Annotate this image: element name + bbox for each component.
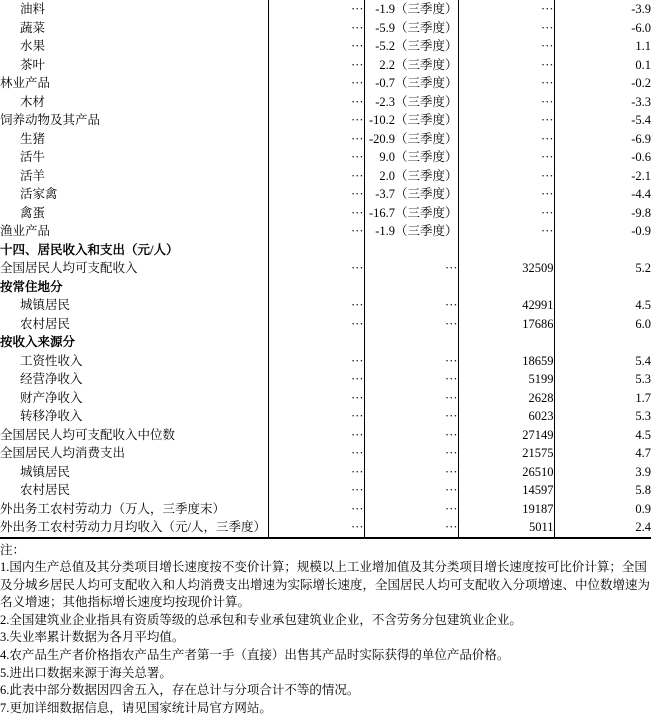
row-value: ··· (268, 389, 364, 408)
row-label: 城镇居民 (20, 298, 71, 312)
table-row (0, 185, 651, 204)
row-value: ··· (268, 111, 364, 130)
row-label: 经营净收入 (20, 372, 83, 386)
row-value: ··· (364, 407, 458, 426)
row-label: 蔬菜 (20, 20, 46, 35)
row-value: 5.3 (554, 407, 651, 426)
row-value (268, 333, 364, 352)
table-row (0, 444, 651, 463)
row-value (458, 333, 554, 352)
row-label: 全国居民人均消费支出 (0, 446, 126, 460)
row-value: -3.9 (554, 0, 651, 19)
note-line: 2.全国建筑业企业指具有资质等级的总承包和专业承包建筑业企业，不含劳务分包建筑业企业。 (0, 612, 522, 627)
table-row (0, 241, 651, 260)
table-row (0, 148, 651, 167)
row-value: 0.1 (554, 56, 651, 75)
table-row (0, 222, 651, 241)
row-value: ··· (364, 426, 458, 445)
row-value: -0.2 (554, 74, 651, 93)
row-value: ··· (268, 222, 364, 241)
row-value: ··· (268, 93, 364, 112)
row-label: 油料 (20, 2, 46, 16)
row-value: -16.7（三季度） (364, 204, 458, 223)
table-row (0, 500, 651, 519)
row-value: 21575 (458, 444, 554, 463)
row-value: ··· (268, 167, 364, 186)
row-value: -6.9 (554, 130, 651, 149)
row-label: 转移净收入 (20, 409, 83, 423)
row-value: ··· (458, 37, 554, 56)
row-value: ··· (364, 296, 458, 315)
row-label: 活家禽 (20, 187, 58, 201)
row-label: 外出务工农村劳动力月均收入（元/人，三季度） (0, 520, 266, 534)
table-row (0, 0, 651, 19)
row-value: -5.4 (554, 111, 651, 130)
table-row (0, 56, 651, 75)
row-value: ··· (458, 204, 554, 223)
row-label: 渔业产品 (0, 224, 51, 238)
row-value: ··· (268, 148, 364, 167)
table-row (0, 93, 651, 112)
row-value: -9.8 (554, 204, 651, 223)
row-value: -10.2（三季度） (364, 111, 458, 130)
row-value: 4.7 (554, 444, 651, 463)
note-line: 1.国内生产总值及其分类项目增长速度按不变价计算；规模以上工业增加值及其分类项目增长速度按可比价计算；全国及分城乡居民人均可支配收入和人均消费支出增速为实际增长速度，全国居民人均可支配收入分项增速、中位数增速为名义增速；其他指标增长速度均按现价计算。 (0, 560, 651, 610)
row-label: 禽蛋 (20, 205, 46, 220)
row-value: ··· (268, 481, 364, 500)
row-value: -3.7（三季度） (364, 185, 458, 204)
table-row (0, 74, 651, 93)
row-value: 5.4 (554, 352, 651, 371)
table-row (0, 111, 651, 130)
row-value: 5.8 (554, 481, 651, 500)
row-label: 按常住地分 (0, 279, 63, 294)
row-value: ··· (364, 500, 458, 519)
row-value: 27149 (458, 426, 554, 445)
note-line: 4.农产品生产者价格指农产品生产者第一手（直接）出售其产品时实际获得的单位产品价格。 (0, 648, 510, 663)
row-value: 4.5 (554, 426, 651, 445)
row-value: ··· (458, 222, 554, 241)
row-value: 0.9 (554, 500, 651, 519)
row-label: 工资性收入 (20, 353, 83, 368)
row-value: ··· (458, 148, 554, 167)
row-value: -20.9（三季度） (364, 130, 458, 149)
row-value: 2.0（三季度） (364, 167, 458, 186)
table-row (0, 278, 651, 297)
row-value: ··· (268, 296, 364, 315)
row-value: 5.3 (554, 370, 651, 389)
table-row (0, 481, 651, 500)
table-row (0, 333, 651, 352)
row-value: 32509 (458, 259, 554, 278)
row-value: ··· (268, 19, 364, 38)
notes-section (0, 539, 651, 718)
row-value: ··· (364, 370, 458, 389)
row-label: 活牛 (20, 150, 46, 164)
row-value: ··· (458, 74, 554, 93)
table-row (0, 37, 651, 56)
row-value: ··· (364, 352, 458, 371)
row-label: 农村居民 (20, 483, 71, 497)
row-value (268, 278, 364, 297)
row-value: ··· (268, 407, 364, 426)
row-value: 5199 (458, 370, 554, 389)
row-label: 木材 (20, 94, 46, 109)
row-label: 活羊 (20, 168, 46, 183)
row-value: ··· (268, 37, 364, 56)
table-row (0, 463, 651, 482)
row-value: ··· (268, 444, 364, 463)
row-value: ··· (364, 481, 458, 500)
row-value: -5.2（三季度） (364, 37, 458, 56)
table-row (0, 315, 651, 334)
row-value: ··· (458, 0, 554, 19)
table-row (0, 204, 651, 223)
row-value: 19187 (458, 500, 554, 519)
row-value: -4.4 (554, 185, 651, 204)
row-value: ··· (268, 185, 364, 204)
note-line: 3.失业率累计数据为各月平均值。 (0, 630, 185, 645)
row-value: 14597 (458, 481, 554, 500)
row-value (268, 241, 364, 260)
row-value (458, 241, 554, 260)
row-value: 6.0 (554, 315, 651, 334)
row-value: ··· (364, 315, 458, 334)
row-label: 城镇居民 (20, 464, 71, 479)
table-row (0, 407, 651, 426)
row-value: 9.0（三季度） (364, 148, 458, 167)
row-value: 18659 (458, 352, 554, 371)
row-value: -5.9（三季度） (364, 19, 458, 38)
row-value: ··· (458, 93, 554, 112)
row-value: ··· (268, 518, 364, 538)
row-label: 茶叶 (20, 57, 46, 72)
row-value: ··· (458, 111, 554, 130)
row-value: 5.2 (554, 259, 651, 278)
row-value: ··· (268, 204, 364, 223)
row-label: 财产净收入 (20, 390, 83, 405)
note-line: 5.进出口数据来源于海关总署。 (0, 665, 172, 680)
row-value: -2.1 (554, 167, 651, 186)
row-value: ··· (268, 315, 364, 334)
row-value: ··· (364, 518, 458, 538)
row-value: -2.3（三季度） (364, 93, 458, 112)
row-value: ··· (458, 167, 554, 186)
row-value: ··· (268, 259, 364, 278)
row-value: ··· (364, 389, 458, 408)
row-value: 2.2（三季度） (364, 56, 458, 75)
row-value: 42991 (458, 296, 554, 315)
note-line: 6.此表中部分数据因四舍五入，存在总计与分项合计不等的情况。 (0, 683, 360, 698)
row-value: -1.9（三季度） (364, 222, 458, 241)
row-label: 按收入来源分 (0, 335, 76, 349)
table-row (0, 518, 651, 538)
row-value: ··· (268, 0, 364, 19)
row-label: 水果 (20, 39, 46, 53)
row-value: 4.5 (554, 296, 651, 315)
notes-list (0, 559, 651, 717)
row-value: 2.4 (554, 518, 651, 538)
row-value: 6023 (458, 407, 554, 426)
row-value: ··· (364, 463, 458, 482)
row-label: 饲养动物及其产品 (0, 113, 101, 127)
row-value: 17686 (458, 315, 554, 334)
row-value (554, 241, 651, 260)
row-label: 全国居民人均可支配收入 (0, 261, 138, 275)
row-value: -6.0 (554, 19, 651, 38)
table-row (0, 296, 651, 315)
row-label: 生猪 (20, 131, 46, 146)
row-label: 林业产品 (0, 76, 51, 90)
row-label: 农村居民 (20, 316, 71, 331)
row-value: ··· (268, 130, 364, 149)
table-row (0, 389, 651, 408)
row-value (364, 278, 458, 297)
row-value (554, 333, 651, 352)
row-value (364, 241, 458, 260)
note-line: 7.更加详细数据信息，请见国家统计局官方网站。 (0, 700, 272, 715)
row-value: ··· (458, 130, 554, 149)
row-value: 3.9 (554, 463, 651, 482)
row-value: 26510 (458, 463, 554, 482)
row-value: ··· (268, 56, 364, 75)
row-value: 1.1 (554, 37, 651, 56)
row-value: ··· (458, 19, 554, 38)
row-value: -1.9（三季度） (364, 0, 458, 19)
row-label: 外出务工农村劳动力（万人，三季度末） (0, 501, 226, 516)
row-value: -3.3 (554, 93, 651, 112)
notes-label: 注： (0, 542, 26, 557)
row-label: 全国居民人均可支配收入中位数 (0, 427, 176, 442)
row-value: -0.9 (554, 222, 651, 241)
row-value: 2628 (458, 389, 554, 408)
row-value: ··· (268, 500, 364, 519)
row-value: ··· (268, 463, 364, 482)
table-row (0, 370, 651, 389)
row-value: ··· (268, 352, 364, 371)
row-value: ··· (268, 74, 364, 93)
row-value: 5011 (458, 518, 554, 538)
row-value: ··· (268, 426, 364, 445)
row-value: ··· (268, 370, 364, 389)
table-row (0, 130, 651, 149)
table-row (0, 167, 651, 186)
row-value: ··· (458, 185, 554, 204)
table-row (0, 19, 651, 38)
row-label: 十四、居民收入和支出（元/人） (0, 242, 179, 257)
row-value: ··· (458, 56, 554, 75)
row-value (554, 278, 651, 297)
row-value: -0.7（三季度） (364, 74, 458, 93)
row-value: -0.6 (554, 148, 651, 167)
row-value (458, 278, 554, 297)
table-row (0, 259, 651, 278)
row-value: ··· (364, 444, 458, 463)
row-value (364, 333, 458, 352)
table-row (0, 426, 651, 445)
row-value: 1.7 (554, 389, 651, 408)
row-value: ··· (364, 259, 458, 278)
table-row (0, 352, 651, 371)
